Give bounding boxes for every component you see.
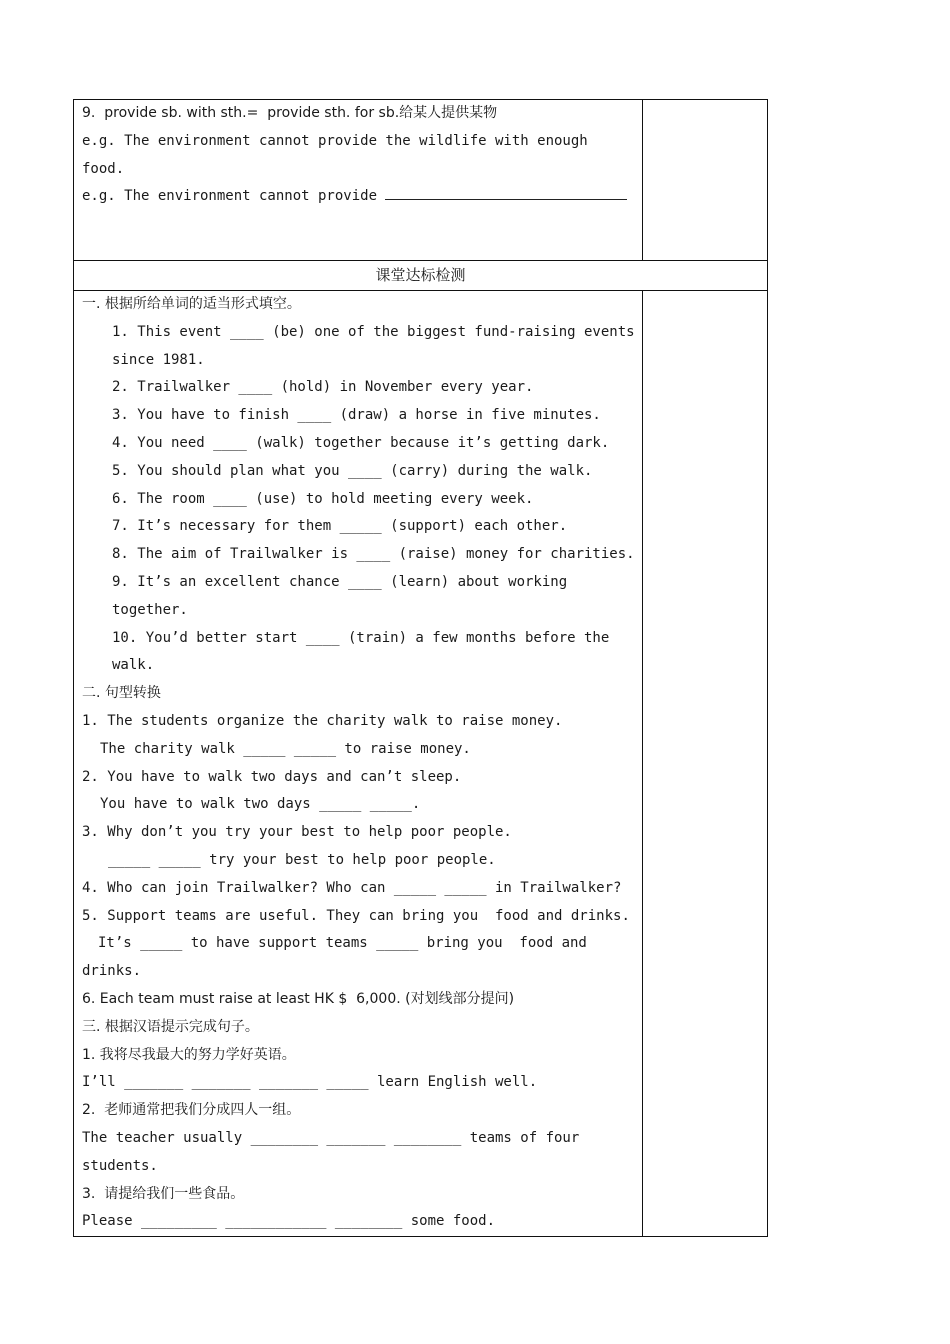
exercise-line: 5. You should plan what you ____ (carry) during the walk. (112, 462, 593, 479)
exercise-line: 3. 请提给我们一些食品。 (82, 1185, 245, 1202)
row-notes (74, 100, 768, 261)
exercise-line: 1. This event ____ (be) one of the biggest fund-raising events (112, 323, 635, 340)
section2-heading: 二. 句型转换 (82, 685, 161, 702)
side-cell (643, 291, 768, 1237)
exercise-line: 4. You need ____ (walk) together because it’s getting dark. (112, 434, 610, 451)
exercise-line: students. (82, 1157, 158, 1174)
exercise-line: 6. Each team must raise at least HK $ 6,000. (对划线部分提问) (82, 990, 515, 1007)
exercise-line: Please _________ ____________ ________ some food. (82, 1213, 496, 1230)
exercise-line: I’ll _______ _______ _______ _____ learn English well. (82, 1074, 538, 1091)
exercise-line: drinks. (82, 963, 142, 980)
exercise-line: The charity walk _____ _____ to raise money. (100, 740, 471, 757)
exercise-line: 9. It’s an excellent chance ____ (learn) about working (112, 573, 568, 590)
exercise-line: 4. Who can join Trailwalker? Who can _____ _____ in Trailwalker? (82, 879, 622, 896)
note-line-with-blank (74, 183, 642, 211)
exercise-line: 6. The room ____ (use) to hold meeting every week. (112, 490, 534, 507)
exercise-line: 2. 老师通常把我们分成四人一组。 (82, 1102, 301, 1119)
exercise-line: You have to walk two days _____ _____. (100, 796, 421, 813)
row-banner (74, 261, 768, 291)
exercises-cell (74, 291, 643, 1237)
exercise-line: 3. Why don’t you try your best to help poor people. (82, 824, 512, 841)
section1-heading: 一. 根据所给单词的适当形式填空。 (82, 296, 301, 312)
row-exercises (74, 291, 768, 1237)
exercise-line: 2. You have to walk two days and can’t sleep. (82, 768, 462, 785)
exercise-line: 10. You’d better start ____ (train) a few months before the (112, 629, 610, 646)
exercise-line: The teacher usually ________ _______ ________ teams of four (82, 1129, 580, 1146)
section3-heading: 三. 根据汉语提示完成句子。 (82, 1018, 259, 1035)
exercise-line: _____ _____ try your best to help poor people. (108, 851, 496, 868)
side-cell (643, 100, 768, 261)
exercise-line: 1. 我将尽我最大的努力学好英语。 (82, 1046, 296, 1063)
note-line: 9. provide sb. with sth.= provide sth. for sb.给某人提供某物 (82, 105, 498, 121)
exercise-line: together. (112, 601, 188, 618)
exercise-line: since 1981. (112, 351, 205, 368)
note-text: e.g. The environment cannot provide (82, 188, 386, 205)
exercise-line: 1. The students organize the charity walk to raise money. (82, 712, 563, 729)
exercise-line: 2. Trailwalker ____ (hold) in November every year. (112, 379, 534, 396)
exercise-line: 3. You have to finish ____ (draw) a horse in five minutes. (112, 407, 601, 424)
answer-blank[interactable] (385, 187, 627, 200)
exercise-line: 5. Support teams are useful. They can bring you food and drinks. (82, 907, 630, 924)
exercise-line: It’s _____ to have support teams _____ bring you food and (98, 935, 587, 952)
note-line: food. (82, 160, 125, 177)
notes-cell (74, 100, 643, 261)
note-line: e.g. The environment cannot provide the wildlife with enough (82, 132, 588, 149)
worksheet-table (73, 99, 768, 1237)
section-banner: 课堂达标检测 (74, 261, 768, 291)
exercise-line: 7. It’s necessary for them _____ (support) each other. (112, 518, 568, 535)
exercise-line: 8. The aim of Trailwalker is ____ (raise) money for charities. (112, 546, 635, 563)
exercise-line: walk. (112, 657, 155, 674)
